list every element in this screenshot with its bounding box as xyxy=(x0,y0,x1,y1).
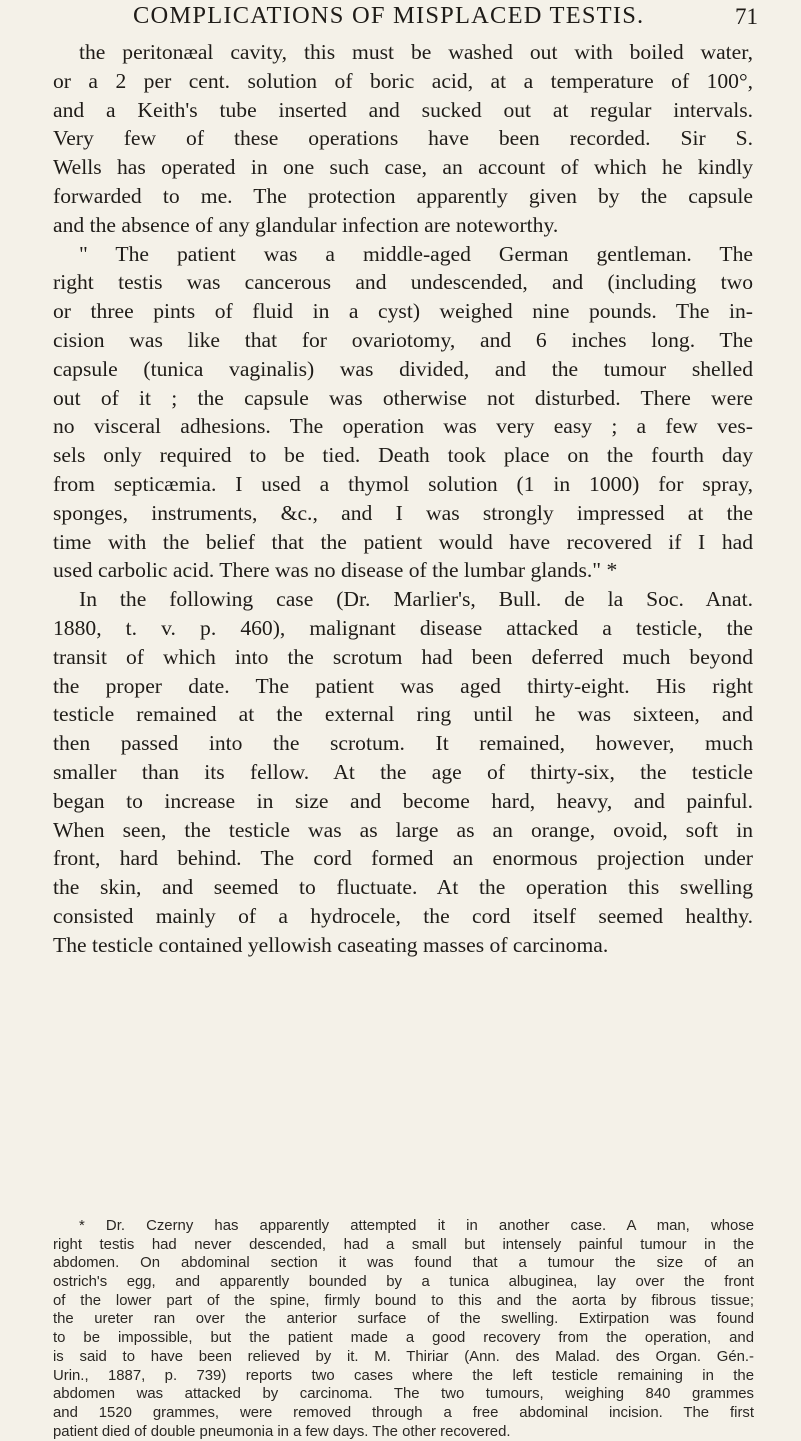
running-title: COMPLICATIONS OF MISPLACED TESTIS. xyxy=(133,2,645,29)
text-line: used carbolic acid. There was no disease of the lumbar glands." * xyxy=(53,558,618,583)
text-line: or three pints of fluid in a cyst) weighed nine pounds. The in- xyxy=(53,299,753,324)
footnote-line: abdomen was attacked by carcinoma. The two tumours, weighing 840 grammes xyxy=(53,1386,754,1403)
text-line: forwarded to me. The protection apparently given by the capsule xyxy=(53,183,753,208)
footnote-line: * Dr. Czerny has apparently attempted it in another case. A man, whose xyxy=(79,1218,754,1234)
text-line: no visceral adhesions. The operation was very easy ; a few ves- xyxy=(53,414,753,439)
text-line: began to increase in size and become hard, heavy, and painful. xyxy=(53,788,753,813)
footnote-line: right testis had never descended, had a small but intensely painful tumour in the xyxy=(53,1236,754,1253)
text-line: Very few of these operations have been recorded. Sir S. xyxy=(53,126,753,151)
text-line: right testis was cancerous and undescended, and (including two xyxy=(53,270,753,295)
text-line: In the following case (Dr. Marlier's, Bull. de la Soc. Anat. xyxy=(79,587,753,612)
text-line: cision was like that for ovariotomy, and 6 inches long. The xyxy=(53,327,753,352)
text-line: Wells has operated in one such case, an account of which he kindly xyxy=(53,155,753,180)
page-number: 71 xyxy=(735,4,758,29)
text-line: consisted mainly of a hydrocele, the cord itself seemed healthy. xyxy=(53,903,753,928)
text-line: testicle remained at the external ring until he was sixteen, and xyxy=(53,702,753,727)
text-line: from septicæmia. I used a thymol solution (1 in 1000) for spray, xyxy=(53,471,753,496)
running-head xyxy=(60,0,760,40)
text-line: and a Keith's tube inserted and sucked out at regular intervals. xyxy=(53,97,753,122)
footnote-line: patient died of double pneumonia in a few days. The other recovered. xyxy=(53,1423,511,1440)
text-line: the skin, and seemed to fluctuate. At the operation this swelling xyxy=(53,875,753,900)
footnote-line: ostrich's egg, and apparently bounded by a tunica albuginea, lay over the front xyxy=(53,1274,754,1291)
text-line: then passed into the scrotum. It remained, however, much xyxy=(53,731,753,756)
text-line: 1880, t. v. p. 460), malignant disease attacked a testicle, the xyxy=(53,615,753,640)
body-text xyxy=(53,38,753,960)
footnote-line: of the lower part of the spine, firmly bound to this and the aorta by fibrous tissue; xyxy=(53,1292,754,1309)
text-line: the proper date. The patient was aged thirty-eight. His right xyxy=(53,673,753,698)
text-line: When seen, the testicle was as large as an orange, ovoid, soft in xyxy=(53,817,753,842)
text-line: or a 2 per cent. solution of boric acid, at a temperature of 100°, xyxy=(53,68,753,93)
footnote-line: and 1520 grammes, were removed through a free abdominal incision. The first xyxy=(53,1404,754,1421)
text-line: sels only required to be tied. Death took place on the fourth day xyxy=(53,443,753,468)
text-line: The testicle contained yellowish caseating masses of carcinoma. xyxy=(53,932,609,957)
footnote xyxy=(53,1217,754,1441)
footnote-line: to be impossible, but the patient made a good recovery from the operation, and xyxy=(53,1330,754,1347)
text-line: " The patient was a middle-aged German gentleman. The xyxy=(79,241,753,266)
text-line: transit of which into the scrotum had been deferred much beyond xyxy=(53,644,753,669)
text-line: the peritonæal cavity, this must be washed out with boiled water, xyxy=(79,40,753,64)
footnote-line: Urin., 1887, p. 739) reports two cases where the left testicle remaining in the xyxy=(53,1367,754,1384)
text-line: front, hard behind. The cord formed an enormous projection under xyxy=(53,846,753,871)
text-line: and the absence of any glandular infection are noteworthy. xyxy=(53,212,559,237)
footnote-line: is said to have been relieved by it. M. Thiriar (Ann. des Malad. des Organ. Gén.- xyxy=(53,1348,754,1365)
footnote-line: abdomen. On abdominal section it was found that a tumour the size of an xyxy=(53,1255,754,1272)
text-line: smaller than its fellow. At the age of thirty-six, the testicle xyxy=(53,759,753,784)
footnote-line: the ureter ran over the anterior surface of the swelling. Extirpation was found xyxy=(53,1311,754,1328)
text-line: capsule (tunica vaginalis) was divided, and the tumour shelled xyxy=(53,356,753,381)
text-line: out of it ; the capsule was otherwise not disturbed. There were xyxy=(53,385,753,410)
text-line: time with the belief that the patient would have recovered if I had xyxy=(53,529,753,554)
text-line: sponges, instruments, &c., and I was strongly impressed at the xyxy=(53,500,753,525)
